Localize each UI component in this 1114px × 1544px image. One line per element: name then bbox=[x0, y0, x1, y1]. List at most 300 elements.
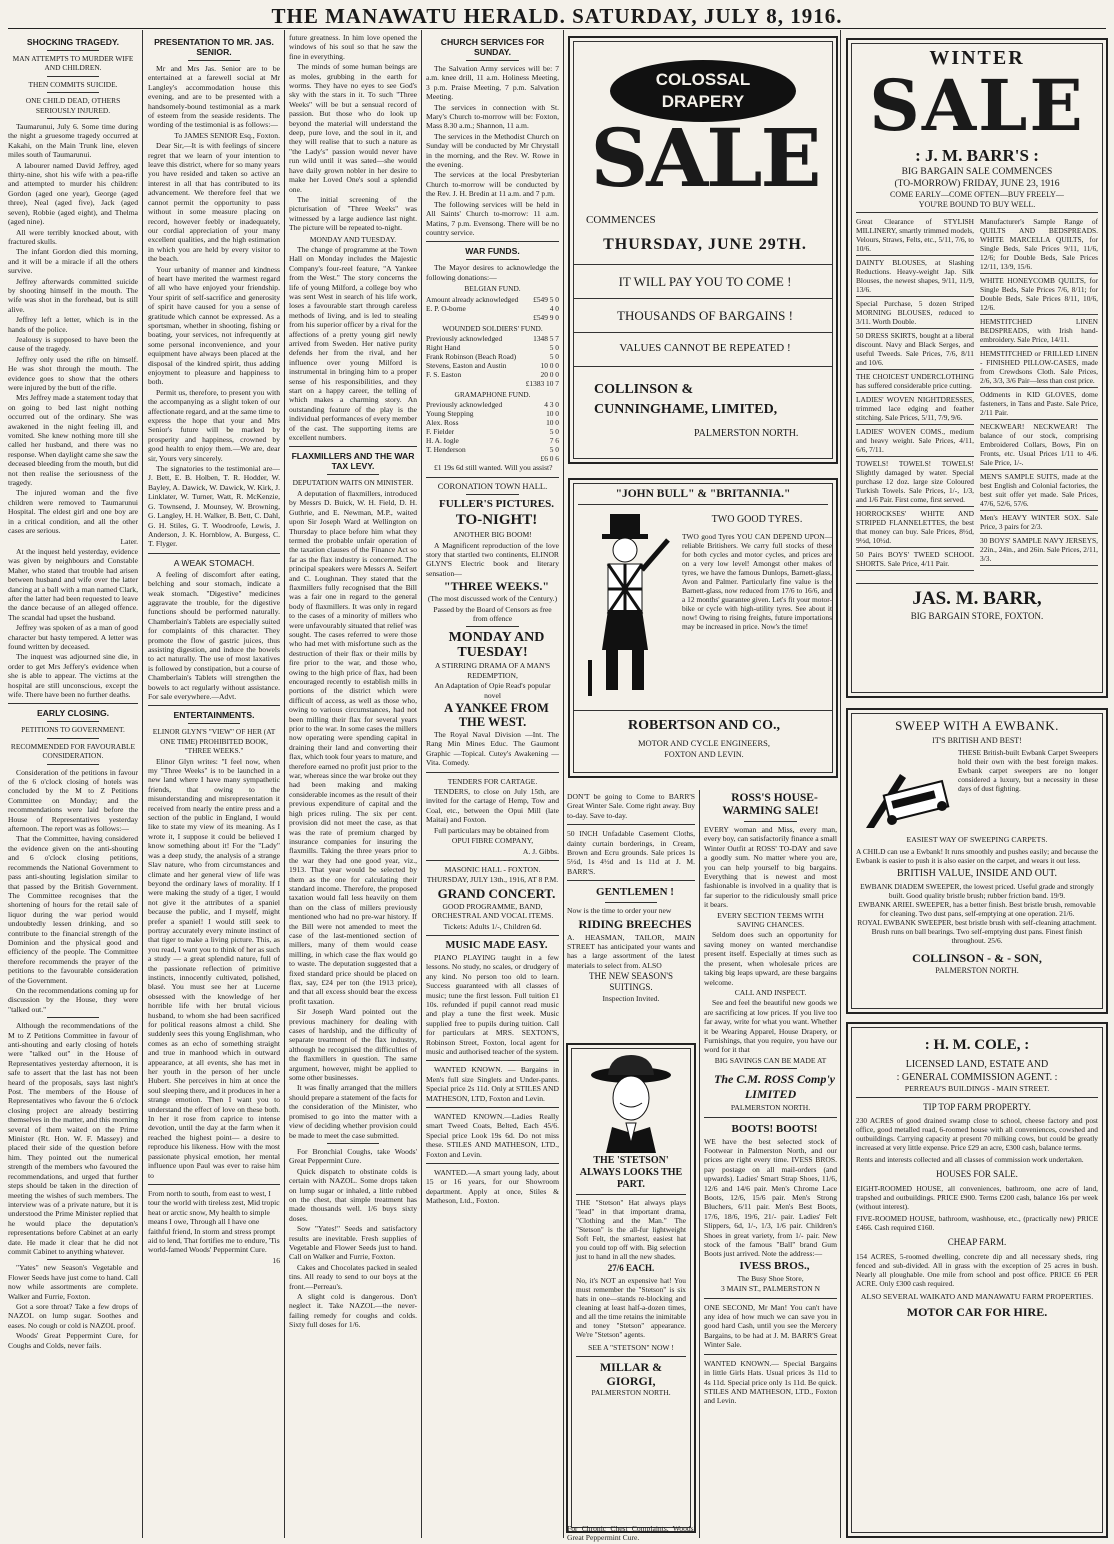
stetson-portrait bbox=[576, 1053, 686, 1155]
subhead: RECOMMENDED FOR FAVOURABLE CONSIDERATION. bbox=[10, 741, 136, 761]
ad-text: EWBANK DIADEM SWEEPER, the lowest priced. Useful grade and strongly built. Good quality bristle brush; rubber friction band. 19/9. bbox=[860, 882, 1094, 900]
subhead: ELINOR GLYN'S "VIEW" OF HER (AT ONE TIME) PROHIBITED BOOK, "THREE WEEKS." bbox=[152, 727, 276, 756]
ledger-amount: 4 3 0 bbox=[544, 400, 559, 410]
ad-text: 230 ACRES of good drained swamp close to school, cheese factory and post office, good metalled road, 6-roomed house with all conveniences, cowshed and outbuildings. Carrying capacity at present 70 milking cows, but could be greatly increased at very little expense. Price £29 an acre, £300 cash, balance terms. bbox=[856, 1116, 1098, 1152]
ad-text: Full particulars may be obtained from bbox=[434, 825, 549, 835]
paragraph: The change of programme at the Town Hall on Monday includes the Majestic Company's four-reel feature, "A Yankee from the West." The story concerns the life of young Milford, a college boy who was sent West in search of his life work, loses a favourable start through careless methods of living, and is led to stealing from his superior officer by a rival for the affections of a pretty young girl newly arrived from Sweden. Her native purity defends her from the rival, and her influence over young Milford is instrumental in bringing him to a proper sense of his responsibilities, and they start on a happy career, the telling of which makes a charming story. An outstanding feature of the play is the individual performances of every member of the cast. The supporting items are excellent numbers. bbox=[289, 244, 417, 443]
ad-text: PERREAU'S BUILDINGS - MAIN STREET. bbox=[904, 1084, 1050, 1093]
ad-text: OPUI FIBRE COMPANY, bbox=[451, 836, 534, 846]
ledger-label: Amount already acknowledged bbox=[426, 294, 519, 304]
paragraph: The minds of some human beings are as moles, grubbing in the earth for worms. They have no eyes to see God's sky with the stars in it. To such "Three Weeks" will be but a sensual record of passion. But those who do look up beyond the material will understand the deep, pure love, and the soul in it, and they will realise that to such a nature as "the Lady's" passion would never have run wild until it was sated—she would have daily grown nobler in her desire to make her Loved One's soul a splendid one. bbox=[289, 62, 417, 194]
ad-title: THURSDAY, JUNE 29TH. bbox=[603, 236, 807, 253]
column-rule bbox=[563, 30, 564, 1538]
headline: EARLY CLOSING. bbox=[36, 708, 110, 719]
paragraph: Jeffrey only used the rifle on himself. He was shot through the mouth. The evidence goes to show that the others were injured by the butt of the rifle. bbox=[8, 354, 138, 392]
ledger-row bbox=[426, 370, 559, 379]
ad-subtitle: HOUSES FOR SALE. bbox=[936, 1169, 1018, 1179]
ad-text: EIGHT-ROOMED HOUSE, all conveniences, bathroom, one acre of land, trapshed and outbuildings. PRICE £900. Terms £200 cash, balance 16s per week (without interest). bbox=[856, 1184, 1098, 1211]
ad-text: A. J. Gibbs. bbox=[522, 846, 559, 856]
ad-title: GIORGI, bbox=[606, 1374, 656, 1388]
ledger-label: Previously acknowledged bbox=[426, 333, 503, 343]
sale-word: SALE bbox=[590, 111, 820, 205]
divider bbox=[47, 738, 99, 739]
paragraph: Jeffrey was spoken of as a man of good character but hasty tempered. A letter was found written by deceased. bbox=[8, 623, 138, 651]
ad-text: No, it's NOT an expensive hat! You must remember the "Stetson" is six hats in one—stands re-blocking and cleaning at least half-a-dozen times, and all the time retains the inimitable and toney "Stetson" appearance. We're "Stetson" agents. bbox=[576, 1276, 687, 1339]
paragraph: Jeffrey afterwards committed suicide by shooting himself in the mouth. The wife was shot in the forehead, but is still alive. bbox=[8, 276, 138, 314]
ad-text: EWBANK ARIEL SWEEPER, has a better finish. Best bristle brush, removable for cleaning. Two dust pans, self-emptying at one operation. 21/6. bbox=[858, 900, 1096, 918]
venue: CORONATION TOWN HALL. bbox=[437, 480, 548, 491]
paragraph: All were terribly knocked about, with fractured skulls. bbox=[8, 227, 138, 246]
headline: ENTERTAINMENTS. bbox=[173, 710, 255, 721]
ad-text: PIANO PLAYING taught in a few lessons. No study, no scales, or drudgery of any kind. No person too old to learn. Success guaranteed with all classes of music; tune the first lesson. Full tuition £1 10s. refunded if pupil cannot read music and play a tune the first week. Music supplied free to pupils during tuition. Call for particulars at MRS. SEXTON'S, Robinson Street, Foxton, local agent for music and authorised teacher of the system. bbox=[426, 952, 559, 1056]
ledger-amount: £549 9 0 bbox=[533, 312, 559, 322]
barr-items bbox=[856, 215, 1098, 571]
ad-subtitle: EASIEST WAY OF SWEEPING CARPETS. bbox=[906, 835, 1048, 844]
divider bbox=[47, 76, 99, 77]
divider bbox=[574, 264, 832, 265]
paragraph: Elinor Glyn writes: "I feel now, when my "Three Weeks" is to be launched in a new land where I have many sympathetic friends, that owing to the misunderstanding and misrepresentation it received from nearly the entire press and a section of the public in England, I would like to state my view of its meaning. As I wrote it, I suppose it could be believed I know something about it! For the "Lady" was a deep study, the analysis of a strange Slav nature, who from circumstances and climate and her general view of life was beyond the ordinary laws of morality. If I were making the study of a tiger, I would not give it the attributes of a spaniel because the public, and I myself, might prefer a spaniel! I would still seek to portray accurately every minute instinct of that tiger to make a living picture. This, as you read, I want you to think of her as such a study — a great splendid nature, full of the passionate reflection of primitive instincts, innocently cultivated, polished, blasé. You must see her at Lucerne obsessed with the knowledge of her horrible life with her brutal vicious husband, to whom she had been sacrificed for political reasons almost a child. She suddenly sees this young Englishman, who comes as an echo of something straight and true in manhood which in outward appearance, at all events, she has met in her youth in the person of her uncle Hubert. She perceives in him at once the soul sleeping there, and it produces in her a strange emotion. Then I want you to understand the effect of love on these both. In her it rose from caprice to intense devotion, until the day at the farm when it reached the highest point— a desire to reproduce his likeness. How with the most passionate physical emotion, her mental influence upon Paul was ever to raise him to bbox=[148, 756, 280, 1180]
john-bull-illustration bbox=[582, 510, 674, 700]
ad-text: PALMERSTON NORTH. bbox=[730, 1103, 811, 1113]
paragraph: The following services will be held in All Saints' Church to-morrow: 11 a.m. Matins, 7 p.m. Evensong. There will be no country service. bbox=[426, 199, 559, 237]
ad-title: GENTLEMEN ! bbox=[596, 886, 674, 899]
ad-text: THESE British-built Ewbank Carpet Sweepers hold their own with the best foreign makes. Ewbank carpet sweepers are no longer considered a luxury, but a necessity in these days of dust fighting. bbox=[958, 748, 1098, 793]
ad-text: TWO good Tyres YOU CAN DEPEND UPON—reliable Britishers. We carry full stocks of these for both cycles and motor cycles, and prices are on a very low level! Amongst other makes of tyres, we have the famous Dunlops, Barnett-glass, Avon and Palmer. Particularly fine value is the Barnett-glass, now reduced from 17/6 to 16/6, and a 12 months' guarantee given. Let's fit your motor-bike or cycle with high-utility tyres. See about it now! Owing to rising freights, future importations may be increased in price. Now's the time! bbox=[682, 532, 832, 631]
paragraph: Mr and Mrs Jas. Senior are to be entertained at a farewell social at Mr Langley's accommodation house this evening, and are to be presented with a handsomely-bound testimonial as a mark of esteem from the seaside residents. The wording of the testimonial is as follows:— bbox=[148, 64, 280, 130]
ad-winter-sale bbox=[846, 38, 1108, 698]
ad-subtitle: CALL AND INSPECT. bbox=[734, 987, 807, 997]
folio: 16 bbox=[272, 1255, 280, 1265]
ad-text: THE "Stetson" Hat always plays "lead" in that important drama, "Clothing and the Man." The "Stetson" is the all-fur lightweight Soft Felt, the smartest, easiest hat you could top off with. Big selection just to hand in all the new shades. bbox=[576, 1198, 686, 1261]
ad-title: RIDING BREECHES bbox=[578, 916, 692, 931]
sale-item: Manufacturer's Sample Range of QUILTS AND BEDSPREADS. WHITE MARCELLA QUILTS, for Single Beds, Sale Prices 9/11, 11/6, 12/6; for Double Beds, Sale Prices 12/11, 13/9, 15/6. bbox=[980, 215, 1098, 274]
ad-text: BIG BARGAIN SALE COMMENCES bbox=[901, 167, 1053, 177]
ledger-amount: 5 0 bbox=[549, 427, 559, 437]
paragraph: Got a sore throat? Take a few drops of NAZOL on lump sugar. Soothes and eases. No cough or cold is NAZOL proof. bbox=[8, 1301, 138, 1330]
paragraph: The inquest was adjourned sine die, in order to get Mrs Jeffery's evidence when she is able to appear. The victims at the hospital are still unconscious, except the wife. There have been no further deaths. bbox=[8, 652, 138, 699]
paragraph: It was finally arranged that the millers should prepare a statement of the facts for the consideration of the Minister, who promised to go into the matter with a view of deciding whether provision could be made to meet the case submitted. bbox=[289, 1083, 417, 1140]
ad-title: CUNNINGHAME, LIMITED, bbox=[594, 402, 778, 417]
paragraph: "Yates" new Season's Vegetable and Flower Seeds have just come to hand. Call now while assortments are complete. Walker and Furrie, Foxton. bbox=[8, 1263, 138, 1301]
man-in-hat-illustration bbox=[586, 1053, 676, 1153]
ad-frame bbox=[573, 41, 833, 459]
ad-title: "THREE WEEKS." bbox=[443, 579, 550, 594]
ross-logo: The C.M. ROSS Comp'y LIMITED bbox=[713, 1072, 836, 1102]
ad-text: FOXTON AND LEVIN. bbox=[664, 750, 744, 759]
paragraph: The services in connection with St. Mary's Church to-morrow will be: Foxton, Mass 8.30 a.m.; Shannon, 11 a.m. bbox=[426, 102, 559, 131]
sale-item: MEN'S SAMPLE SUITS, made at the best English and Colonial factories, the best suit offer yet made. Sale Prices, 47/6, 52/6, 57/6. bbox=[980, 470, 1098, 511]
divider bbox=[576, 1194, 686, 1195]
ad-text: Inspection Invited. bbox=[602, 994, 660, 1004]
ledger-row bbox=[426, 418, 559, 427]
ledger-label: F. Fielder bbox=[426, 427, 455, 437]
ad-text: LICENSED LAND, ESTATE AND bbox=[905, 1059, 1049, 1070]
paragraph: Jealousy is supposed to have been the cause of the tragedy. bbox=[8, 334, 138, 354]
subhead: ONE CHILD DEAD, OTHERS SERIOUSLY INJURED. bbox=[25, 96, 121, 115]
paragraph: The signatories to the testimonial are—J. Bett, E. B. Holben, T. R. Hodder, W. Bayley, A. Dawick, W. Dawick, W. Kirk, J. Linklater, W. Turner, Watt, R. McKenzie, G. Townsend, J. Mounsey, W. Browning, G. Langley, H. H. Walker, B. Bett, C. Dahl, G. H. Stiles, G. T. Woodroofe, Lewis, J. Anderson, J. K. Hornblow, A. Burgess, C. T. Flyger. bbox=[148, 464, 280, 549]
ad-frame bbox=[851, 43, 1103, 693]
masthead-rule bbox=[8, 28, 1106, 29]
divider bbox=[574, 710, 832, 711]
ad-colossal-sale bbox=[568, 36, 838, 464]
paragraph: Although the recommendations of the M to Z Petitions Committee in favour of anti-shouting and early closing of hotels were "talked out" in the House of Representatives yesterday afternoon, it is safe to assert that the last has not been heard of the proposals, says last night's Post. The members of the House of Representatives who favour the 6 o'clock closing project are already bestirring themselves in the matter, and this morning several of them waited on the Prime Minister (Rt. Hon. W. F. Massey) and placed their side of the question before him. They pointed out the numerical strength of the members who favoured the recommendations, and urged that further steps should be taken in the direction of meeting the wishes of such members. The interview was of a private nature, but it is understood the Prime Minister replied that he would place the deputation's representations before Cabinet at an early date. He made it clear that he did not commit Cabinet to anything whatever. bbox=[8, 1021, 138, 1256]
banner-line: COLOSSAL bbox=[655, 70, 751, 89]
ledger-label: F. S. Easton bbox=[426, 369, 462, 379]
ad-title: JAS. M. BARR, bbox=[856, 583, 1098, 610]
ledger-amount: £6 0 6 bbox=[540, 454, 559, 464]
ad-text: IT WILL PAY YOU TO COME ! bbox=[618, 274, 792, 289]
ad-text: Tickets: Adults 1/-, Children 6d. bbox=[443, 921, 542, 931]
paragraph: future greatness. In him love opened the windows of his soul so that he saw the fine in everything. bbox=[289, 33, 417, 61]
divider bbox=[8, 703, 138, 704]
ad-text: VALUES CANNOT BE REPEATED ! bbox=[619, 342, 791, 354]
ledger-row bbox=[426, 379, 559, 388]
ad-title: TENDERS FOR CARTAGE. bbox=[447, 776, 538, 786]
ledger-row bbox=[426, 334, 559, 343]
ledger-amount: 7 6 bbox=[549, 436, 559, 446]
ad-text: COMMENCES bbox=[586, 214, 656, 226]
paragraph: A labourer named David Jeffrey, aged thirty-nine, shot his wife with a pea-rifle and attempted to murder his children: Gordon (aged one year), George (aged three), Neal (aged five), Jack (aged seven), Robbie (aged eight), and Thelma (aged nine). bbox=[8, 160, 138, 227]
ad-text: An Adaptation of Opie Read's popular novel bbox=[434, 681, 551, 700]
headline: CHURCH SERVICES FOR SUNDAY. bbox=[440, 37, 545, 57]
ad-frame bbox=[851, 1027, 1103, 1533]
ledger-row bbox=[426, 454, 559, 463]
paragraph: Consideration of the petitions in favour of the 6 o'clock closing of hotels was concluded by the M to Z Petitions Committee on Monday; and the recommendations were laid before the House of Representatives yesterday afternoon. The report was as follows:— bbox=[8, 767, 138, 834]
ad-text: Passed by the Board of Censors as free from offence bbox=[433, 604, 552, 623]
verse: From north to south, from east to west, I tour the world with tireless zest, Mid tropic heat or arctic snow, My health to simple means I owe, Through all I have one faithful friend, In storm and stress prompt aid to lend, That fortifies me to endure, 'Tis world-famed Woods' Peppermint Cure. bbox=[148, 1188, 280, 1255]
ad-ewbank bbox=[846, 708, 1108, 1014]
paragraph: On the recommendations coming up for discussion by the House, they were "talked out." bbox=[8, 985, 138, 1014]
ad-title: FULLER'S PICTURES. bbox=[439, 498, 554, 511]
column-rule bbox=[142, 30, 143, 1538]
paragraph: The infant Gordon died this morning, and it will be a miracle if all the others survive. bbox=[8, 247, 138, 276]
paragraph: £1 19s 6d still wanted. Will you assist? bbox=[434, 463, 553, 473]
ad-title: SWEEP WITH A EWBANK. bbox=[895, 718, 1059, 733]
subhead: MONDAY AND TUESDAY. bbox=[309, 234, 397, 244]
ad-title: THE NEW SEASON'S SUITINGS. bbox=[589, 971, 673, 993]
paragraph: Mrs Jeffrey made a statement today that on going to bed last night nothing occurred out of the ordinary. She was awakened in the night feeling ill, and vomited. She knew nothing more till she called her husband, and there was no response. When daylight came she saw the deceased bleeding from the mouth, but did not then realise the seriousness of the tragedy. bbox=[8, 393, 138, 488]
ad-text: PALMERSTON NORTH. bbox=[694, 428, 799, 439]
divider bbox=[704, 1117, 837, 1118]
divider bbox=[466, 259, 519, 260]
column-2 bbox=[148, 33, 280, 1538]
divider bbox=[605, 902, 656, 903]
divider bbox=[574, 332, 832, 333]
sale-item: WHITE HONEYCOMB QUILTS, for Single Beds, Sale Prices 7/6, 8/11; for Double Beds, Sale Prices 8/11, 10/6, 12/6. bbox=[980, 274, 1098, 315]
ad-text: The Royal Naval Division —Int. The Rang Min Mines Educ. The Gaumont Graphic —Topical. Cutey's Awakening —Vita. Comedy. bbox=[426, 730, 559, 768]
ad-title: ROSS'S HOUSE-WARMING SALE! bbox=[722, 792, 819, 817]
ad-text: The Busy Shoe Store, bbox=[737, 1273, 804, 1283]
divider bbox=[47, 764, 99, 765]
ad-text: A STIRRING DRAMA OF A MAN'S REDEMPTION, bbox=[434, 661, 551, 680]
sale-item: Men's HEAVY WINTER SOX. Sale Price, 3 pairs for 2/3. bbox=[980, 511, 1098, 534]
column-rule bbox=[699, 790, 700, 1538]
ledger-amount: 4 0 bbox=[549, 303, 559, 313]
paragraph: The Salvation Army services will be: 7 a.m. knee drill, 11 a.m. Holiness Meeting, 3 p.m. Praise Meeting, 7 p.m. Salvation Meeting. bbox=[426, 64, 559, 102]
subhead: PETITIONS TO GOVERNMENT. bbox=[21, 725, 125, 735]
column-4 bbox=[426, 33, 559, 1538]
banner-line: DRAPERY bbox=[661, 92, 745, 111]
ad-title: MUSIC MADE EASY. bbox=[445, 939, 548, 951]
ledger-row bbox=[426, 427, 559, 436]
ad-title: MOTOR CAR FOR HIRE. bbox=[906, 1305, 1048, 1319]
ledger-amount: £1383 10 7 bbox=[525, 378, 559, 388]
carpet-sweeper-illustration bbox=[856, 748, 952, 832]
ad-title: GRAND CONCERT. bbox=[437, 885, 556, 901]
dateline: Later. bbox=[120, 536, 138, 546]
ledger-label: Stevens, Easton and Austin bbox=[426, 360, 507, 370]
ad-text: SEE A "STETSON" NOW ! bbox=[588, 1343, 674, 1352]
ledger-label: H. A. Iogle bbox=[426, 436, 459, 446]
ledger-row bbox=[426, 361, 559, 370]
headline: FLAXMILLERS AND THE WAR TAX LEVY. bbox=[291, 451, 415, 472]
ledger-row bbox=[426, 343, 559, 352]
ad-title: BOOTS! BOOTS! bbox=[731, 1122, 818, 1135]
subhead: GRAMAPHONE FUND. bbox=[454, 389, 531, 399]
ad-text: MOTOR AND CYCLE ENGINEERS, bbox=[637, 738, 771, 748]
ledger-label: Frank Robinson (Beach Road) bbox=[426, 351, 517, 361]
ad-title: WINTER bbox=[929, 47, 1025, 69]
sale-item: LADIES' WOVEN NIGHTDRESSES, trimmed lace edging and feather stitching. Sale Prices, 5/11, 7/9, 9/6. bbox=[856, 393, 974, 425]
divider bbox=[466, 60, 519, 61]
paragraph: Dear Sir,—It is with feelings of sincere regret that we learn of your intention to leave this district, where for so many years you have resided and taken so active an interest in all that has contributed to its advancement. We therefore feel that we cannot permit the opportunity to pass without in some measure placing on record, however feebly or inadequately, our cordial appreciation of your many excellent qualities, and the high estimation in which you are held by every visitor to the beach. bbox=[148, 141, 280, 264]
ad-text: THOUSANDS OF BARGAINS ! bbox=[617, 308, 793, 323]
paragraph: At the inquest held yesterday, evidence was given by neighbours and Constable Maher, who stated that trouble had arisen between husband and wife over the latter dancing at a ball with a man named Clark, after the latter had been requested to leave the dance because of an alleged offence. The scandal had upset the husband. bbox=[8, 546, 138, 622]
sale-item: 50 Pairs BOYS' TWEED SCHOOL SHORTS. Sale Price, 4/11 Pair. bbox=[856, 548, 974, 571]
divider bbox=[47, 1259, 99, 1260]
divider bbox=[576, 1356, 686, 1357]
ad-text: COME EARLY—COME OFTEN—BUY FREELY— bbox=[890, 190, 1064, 199]
masthead: THE MANAWATU HERALD. SATURDAY, JULY 8, 1916. bbox=[271, 4, 843, 28]
ad-text: Now is the time to order your new bbox=[567, 906, 672, 916]
ad-title: COLLINSON - & - SON, bbox=[912, 951, 1042, 965]
barr-items-right bbox=[980, 215, 1098, 571]
paragraph: Cakes and Chocolates packed in sealed tins. All ready to send to our boys at the front.—Perreau's. bbox=[289, 1262, 417, 1291]
ad-text: ALSO SEVERAL WAIKATO AND MANAWATU FARM PROPERTIES. bbox=[860, 1292, 1094, 1301]
divider bbox=[327, 474, 378, 475]
ad-text: 154 ACRES, 5-roomed dwelling, concrete dip and all necessary sheds, ring fenced and sub-divided. All in grass with the exception of 25 acres in bush. Nearly all ploughable. One mile from school and post office. PRICE £6 PER ACRE. Only £300 cash required. bbox=[856, 1252, 1098, 1288]
headline: A WEAK STOMACH. bbox=[173, 557, 255, 568]
sale-item: Special Purchase, 5 dozen Striped MORNING BLOUSES, reduced to 3/11. Worth Double. bbox=[856, 297, 974, 329]
ad-stetson bbox=[566, 1043, 696, 1533]
ad-title: ROBERTSON AND CO., bbox=[628, 718, 780, 733]
paragraph: Quick dispatch to obstinate colds is certain with NAZOL. Some drops taken on lump sugar or inhaled, a little rubbed on the chest, that simple treatment has made thousands well. 1/6 buys sixty doses. bbox=[289, 1166, 417, 1223]
divider bbox=[426, 1163, 559, 1164]
divider bbox=[148, 1184, 280, 1185]
divider bbox=[148, 705, 280, 706]
paragraph: A deputation of flaxmillers, introduced by Messrs D. Buick, W. H. Field, D. H. Guthrie, and E. Newman, M.P., waited upon Sir Joseph Ward at Wellington on Thursday to place before him what they termed the probable unfair operation of the taxation clauses of the Finance Act so far as the flax industry is concerned. The principal speakers were Messrs A. Seifert and C. Loughnan. They stated that the flaxmillers fully recognised that the Bill was a fair one in regard to the general body of flaxmillers. It was only in regard to the cases of a minority of millers who were unfavourably situated that relief was sought. The cases referred to were those who had met with misfortune such as the destruction of their flax or their mills by fire prior to the war, and those who, owing to the high price of flax, had been encouraged recently to establish mills in portions of the district which were difficult of access, as well as those who, owing to various circumstances, had not been milling their flax for several years prior to the war. In some cases the millers now operating were spending capital in draining their land and converting their flax, which took four years to mature, and therefore earned no profit just prior to the war, whereas since the war broke out they had been making and making considerable incomes as the result of their previous expenditure of capital and the high prices ruling. The six per cent. provision did not meet the case, as that was the rate of premium charged by insurance companies for insuring the flaxmills. Taking the three years prior to the war they had one good year, viz., 1913. That year would be selected by them as the one for calculating their standard income. Therefore, the proposed taxation would fall less heavily on them than on the class of millers previously mentioned who had no pre-war history. If the Bill were not amended to meet the case of the last-mentioned section of millers, many of them would cease milling, in which case the flax would go to waste. The deputation suggested that a fixed standard price should be placed on flax, say, £24 per ton (the 1913 price), and that all excess should bear the excess profit taxation. bbox=[289, 488, 417, 1006]
ledger-amount: 5 0 bbox=[549, 351, 559, 361]
divider bbox=[856, 1097, 1098, 1098]
paragraph: Permit us, therefore, to present you with the accompanying as a slight token of our affectionate regard, and at the same time to express the hope that your and Mrs Senior's future will be marked by prosperity and happiness, crowned by good health to enjoy them.—We are, dear sir, Yours very sincerely. bbox=[148, 387, 280, 463]
paragraph: The injured woman and the five children were removed to Taumarunui Hospital. The eldest girl and one boy are in a critical condition, and all the other cases are serious. bbox=[8, 488, 138, 536]
divider bbox=[426, 860, 559, 861]
divider bbox=[574, 366, 832, 367]
john-bull-figure bbox=[582, 510, 674, 700]
sale-item: HORROCKSES' WHITE AND STRIPED FLANNELETTES, the best that money can buy. Sale Prices, 8½d, 9½d, 10½d. bbox=[856, 507, 974, 548]
ad-text: ROYAL EWBANK SWEEPER, best bristle brush with self-cleaning attachment. Brush runs on ball bearings. Two self-emptying dust pans. Finest finish throughout. 25/6. bbox=[857, 918, 1097, 945]
ad-subtitle: BIG SAVINGS CAN BE MADE AT bbox=[714, 1055, 827, 1065]
sale-item: Great Clearance of STYLISH MILLINERY, smartly trimmed models, Velours, Straws, Felts, etc., 5/11, 7/6, to 10/6. bbox=[856, 215, 974, 256]
ad-title: TO-NIGHT! bbox=[455, 512, 538, 529]
divider bbox=[567, 824, 695, 825]
paragraph: Woods' Great Peppermint Cure, for Coughs and Colds, never fails. bbox=[8, 1331, 138, 1350]
divider bbox=[744, 821, 797, 822]
ad-text: EVERY woman and Miss, every man, every boy, can satisfactorily finance a small Winter Outfit at ROSS' TO-DAY and save a goodly sum. No matter where you are, you can help yourself to big bargains. Everything that is newest and most fashionable is involved in a quality that is far superior to the ridiculously small price it bears. bbox=[704, 825, 837, 910]
ad-subtitle: EVERY SECTION TEEMS WITH SAVING CHANCES. bbox=[717, 910, 824, 930]
ad-subtitle: TIP TOP FARM PROPERTY. bbox=[923, 1102, 1031, 1112]
ledger-row bbox=[426, 445, 559, 454]
ad-text: Rents and interests collected and all classes of commission work undertaken. bbox=[856, 1155, 1084, 1164]
ad-text: MASONIC HALL - FOXTON. bbox=[444, 864, 541, 874]
divider bbox=[466, 494, 519, 495]
divider bbox=[47, 721, 99, 722]
paragraph: The services in the Methodist Church on Sunday will be conducted by Mr Chrystall in the morning, and the Rev. W. Rowe in the evening. bbox=[426, 131, 559, 170]
ad-title: IVESS BROS., bbox=[739, 1259, 810, 1272]
ewbank-row bbox=[856, 748, 1098, 832]
paragraph: To JAMES SENIOR Esq., Foxton. bbox=[174, 130, 280, 140]
ad-hm-cole bbox=[846, 1022, 1108, 1538]
ad-text: A Magnificent reproduction of the love story that startled two continents, ELINOR GLYN'S Electric book and literary sensation— bbox=[426, 540, 559, 578]
ad-text: For Chronic Chest Complaints, Woods' Great Peppermint Cure. bbox=[567, 1524, 695, 1542]
headline: WAR FUNDS. bbox=[465, 246, 520, 257]
sale-word: SALE bbox=[869, 64, 1085, 147]
ledger-amount: 5 0 bbox=[549, 445, 559, 455]
paragraph: The Mayor desires to acknowledge the following donations:— bbox=[426, 263, 559, 282]
ledger-row bbox=[426, 400, 559, 409]
divider bbox=[148, 553, 280, 554]
ledger-row bbox=[426, 352, 559, 361]
divider bbox=[426, 935, 559, 936]
ad-title: THE 'STETSON' ALWAYS LOOKS THE PART. bbox=[579, 1155, 683, 1190]
column-6-lower bbox=[704, 792, 837, 1537]
sale-item: 30 BOYS' SAMPLE NAVY JERSEYS, 22in., 24in., and 26in. Sale Prices, 2/11, 3/3. bbox=[980, 534, 1098, 566]
column-3 bbox=[289, 33, 417, 1538]
ad-text: WANTED.—A smart young lady, about 15 or 16 years, for our Showroom department. Apply at once, Stiles & Matheson, Ltd., Foxton. bbox=[426, 1168, 559, 1206]
divider bbox=[426, 241, 559, 242]
ad-text: Seldom does such an opportunity for saving money on wanted merchandise present itself. Especially at times such as the present, when wholesale prices are taking big leaps upward, are these bargains welcome. bbox=[704, 930, 837, 987]
ledger-label: T. Henderson bbox=[426, 445, 466, 455]
divider bbox=[327, 1143, 378, 1144]
ledger-label: Previously acknowledged bbox=[426, 400, 503, 410]
ad-text: (TO-MORROW) FRIDAY, JUNE 23, 1916 bbox=[894, 179, 1060, 189]
ad-title: "JOHN BULL" & "BRITANNIA." bbox=[578, 488, 828, 505]
subhead: THEN COMMITS SUICIDE. bbox=[28, 79, 118, 89]
paragraph: For Bronchial Coughs, take Woods' Great Peppermint Cure. bbox=[289, 1146, 417, 1166]
paragraph: Your urbanity of manner and kindness of heart have merited the warmest regard of all who have enjoyed your friendship. Your spirit of self-sacrifice and generosity of spirit have caused for you a sense of gratitude which cannot be expressed. As a sportsman, whether in shooting, fishing or boating, your services, not infrequently at some personal inconvenience, and your equipment have always been placed at the disposal of the kindred spirit, thus adding enjoyment to pleasure and happiness to both. bbox=[148, 264, 280, 387]
ad-text: 50 INCH Unfadable Casement Cloths, dainty curtain borderings, in Cream, Brown and Ecru grounds. Sale prices 1s 5½d, 1s 4½d and 1s 11d at J. M. BARR'S. bbox=[567, 829, 695, 876]
ad-subtitle: IT'S BRITISH AND BEST! bbox=[932, 736, 1022, 745]
subhead: BELGIAN FUND. bbox=[464, 284, 521, 294]
column-rule bbox=[284, 30, 285, 1538]
paragraph: Taumarunui, July 6. Some time during the night a gruesome tragedy occurred at Kakahi, on the Main Trunk line, eleven miles south of Taumarunui. bbox=[8, 122, 138, 160]
ad-text: 3 MAIN ST., PALMERSTON N bbox=[720, 1284, 820, 1294]
ad-text: TENDERS, to close on July 15th, are invited for the cartage of Hemp, Tow and Coal, etc., between the Opui Mill (late Maitai) and Foxton. bbox=[426, 787, 559, 825]
ad-text: : GENERAL COMMISSION AGENT. : bbox=[896, 1072, 1058, 1083]
sale-item: HEMSTITCHED LINEN BEDSPREADS, with Irish hand-embroidery. Sale Price, 14/11. bbox=[980, 315, 1098, 347]
divider bbox=[188, 723, 241, 724]
ad-tyres bbox=[568, 478, 838, 778]
column-rule bbox=[421, 30, 422, 1538]
ad-subtitle: TWO GOOD TYRES. bbox=[711, 514, 803, 525]
ledger-amount: 10 0 0 bbox=[540, 360, 559, 370]
ledger-row bbox=[426, 313, 559, 322]
column-rule bbox=[840, 30, 841, 1538]
divider bbox=[744, 1068, 797, 1069]
headline: PRESENTATION TO MR. JAS. SENIOR. bbox=[154, 37, 274, 57]
ledger-amount: 20 0 0 bbox=[540, 369, 559, 379]
ad-text: PALMERSTON NORTH. bbox=[935, 966, 1019, 975]
divider bbox=[426, 1060, 559, 1061]
ledger-row bbox=[426, 436, 559, 445]
sale-item: DAINTY BLOUSES, at Slashing Reductions. Heavy-weight Jap. Silk Blouses, the newest shapes, 9/11, 11/9, 13/6. bbox=[856, 256, 974, 297]
ledger-amount: 5 0 bbox=[549, 342, 559, 352]
divider bbox=[47, 118, 99, 119]
ledger-row bbox=[426, 409, 559, 418]
divider bbox=[188, 60, 241, 61]
ad-text: FIVE-ROOMED HOUSE, bathroom, washhouse, etc., (practically new) PRICE £466. Cash required £160. bbox=[856, 1214, 1098, 1232]
divider bbox=[47, 92, 99, 93]
ledger-belgian bbox=[426, 295, 559, 322]
barr-items-left bbox=[856, 215, 974, 571]
ad-subtitle: BRITISH VALUE, INSIDE AND OUT. bbox=[897, 868, 1057, 879]
ad-title: A YANKEE FROM THE WEST. bbox=[444, 701, 549, 730]
ad-subtitle: CHEAP FARM. bbox=[947, 1237, 1007, 1247]
ledger-amount: 10 0 bbox=[546, 409, 559, 419]
paragraph: That the Committee, having considered the evidence given on the anti-shouting and 6 o'clock closing petitions, recommends the National Government to pass anti-shouting legislation similar to that passed by the British Government. The Committee recognises that the shortening of hours for the retail sale of liquor during the war period would undoubtedly lessen drinking, and so contribute to the financial strength of the Dominion and the physical good and efficiency of the people. The Committee therefore recommends the prayer of the petitions to the favourable consideration of the Government. bbox=[8, 834, 138, 985]
ad-text: WE have the best selected stock of Footwear in Palmerston North, and our prices are right every time. IVESS BROS. pay postage on all mail-orders (and upwards). Ladies' Smart Strap Shoes, 11/6, 12/6 and 14/6 pair. Men's Chrome Lace Boots, 12/6, 15/6 pair. Men's Strong Bluchers, 6/11 pair. Men's Best Boots, 17/6, 18/6, 19/6, 21/- pair. Ladies' Felt Slippers, 6d, 1/-, 1/3, 1/6 pair. Children's Shoes in great variety, from 1/- pair. New stock of the famous "Ball" brand Gum Boots just arrived. Note the address:— bbox=[704, 1136, 837, 1259]
ad-title: MONDAY AND TUESDAY! bbox=[448, 630, 545, 661]
subhead: MAN ATTEMPTS TO MURDER WIFE AND CHILDREN. bbox=[12, 54, 134, 73]
ledger-amount: £549 5 0 bbox=[533, 294, 559, 304]
ledger-label: Alex. Ross bbox=[426, 418, 459, 428]
filler bbox=[567, 1524, 695, 1542]
ad-text: WANTED KNOWN. — Bargains in Men's full size Singlets and Under-pants. Special price 2s 11d. Only at STILES AND MATHESON, LTD, Foxton and Levin. bbox=[426, 1065, 559, 1103]
sale-item: LADIES' WOVEN COMS., medium and heavy weight. Sale Prices, 4/11, 6/6, 7/11. bbox=[856, 425, 974, 457]
paragraph: A slight cold is dangerous. Don't neglect it. Take NAZOL—the never-failing remedy for coughs and colds. Sixty full doses for 1/6. bbox=[289, 1292, 417, 1330]
sale-item: 50 DRESS SKIRTS, bought at a liberal discount. Navy and Black Serges, and useful Tweeds. Sale Prices, 7/6, 8/11 and 10/6. bbox=[856, 329, 974, 370]
ad-text: DON'T be going to Come to BARR'S Great Winter Sale. Come right away. Buy to-day. Save to-day. bbox=[567, 792, 695, 820]
divider bbox=[426, 477, 559, 478]
ledger-amount: 1348 5 7 bbox=[533, 333, 559, 343]
sale-item: THE CHOICEST UNDERCLOTHING has suffered considerable price cutting. bbox=[856, 370, 974, 393]
ledger-label: E. P. O-borne bbox=[426, 303, 466, 313]
divider bbox=[466, 626, 519, 627]
ledger-label: Right Hand bbox=[426, 342, 461, 352]
price: 27/6 EACH. bbox=[607, 1263, 655, 1273]
divider bbox=[704, 1354, 837, 1355]
divider bbox=[289, 446, 417, 447]
headline: SHOCKING TRAGEDY. bbox=[26, 37, 120, 47]
ledger-gramophone bbox=[426, 400, 559, 463]
ad-text: BIG BARGAIN STORE, FOXTON. bbox=[910, 611, 1044, 621]
sale-item: TOWELS! TOWELS! TOWELS! Slightly damaged by water. Special purchase 12 doz. large size Coloured Turkish Towels. Sale Prices, 1/-, 1/3, and 1/6 Pair. First come, first served. bbox=[856, 457, 974, 507]
ledger-label: Young Stepping bbox=[426, 409, 474, 419]
subhead: DEPUTATION WAITS ON MINISTER. bbox=[292, 478, 414, 488]
divider bbox=[47, 50, 99, 51]
ad-text: A CHILD can use a Ewbank! It runs smoothly and pushes easily; and because the Ewbank is easier to push it is also easier on the carpet, and wears it out less. bbox=[856, 847, 1098, 865]
ad-text: YOU'RE BOUND TO BUY WELL. bbox=[856, 200, 1098, 213]
sale-item: Oddments in KID GLOVES, dome fasteners, in Tans and Paste. Sale Price, 2/11 Pair. bbox=[980, 388, 1098, 420]
ad-title: : H. M. COLE, : bbox=[924, 1037, 1030, 1053]
ad-text: THURSDAY, JULY 13th., 1916, AT 8 P.M. bbox=[426, 875, 559, 885]
ad-title: COLLINSON & bbox=[594, 382, 694, 397]
ad-frame bbox=[851, 713, 1103, 1009]
paragraph: Sow "Yates!" Seeds and satisfactory results are inevitable. Fresh supplies of Vegetable and Flower Seeds just to hand. Call on Walker and Furrie, Foxton. bbox=[289, 1224, 417, 1262]
divider bbox=[426, 1107, 559, 1108]
column-1 bbox=[8, 33, 138, 1538]
ad-text: ONE SECOND, Mr Man! You can't have any idea of how much we can save you in good hard Cash, until you see the Mercery Bargains, to be had at J. M. BARR'S Great Winter Sale. bbox=[704, 1302, 837, 1350]
